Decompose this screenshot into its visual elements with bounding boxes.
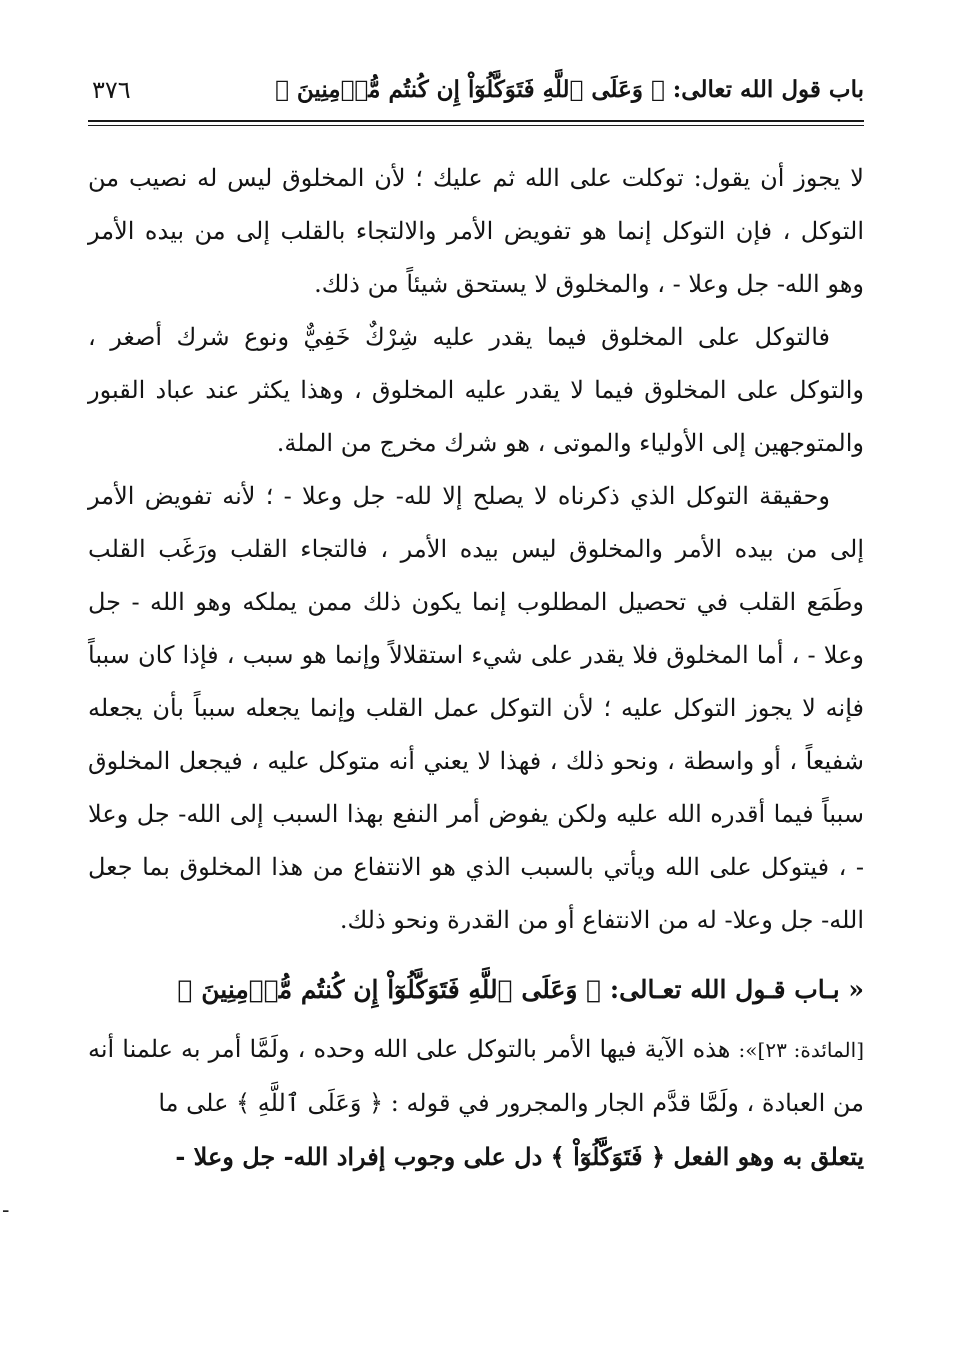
surah-citation: [المائدة: ٢٣]»: xyxy=(738,1038,865,1062)
chapter-paragraph xyxy=(88,1023,864,1130)
book-page xyxy=(88,70,864,1183)
chapter-text: هذه الآية فيها الأمر بالتوكل على الله وحده ، ولَمَّا أمر به علمنا أنه من العبادة ، ولَمَّا قدَّم الجار والمجرور في قوله : ﴿ وَعَلَى ٱللَّهِ ﴾ على ما xyxy=(88,1035,864,1117)
page-number: ٣٧٦ xyxy=(92,76,131,104)
paragraph-2: فالتوكل على المخلوق فيما يقدر عليه شِرْكٌ خَفِيٌّ ونوع شرك أصغر ، والتوكل على المخلوق فيما لا يقدر عليه المخلوق ، وهذا يكثر عند عباد القبور والمتوجهين إلى الأولياء والموتى ، هو شرك مخرج من الملة. xyxy=(88,323,864,457)
header-title: باب قول الله تعالى: ﴿ وَعَلَى ٱللَّهِ فَتَوَكَّلُوٓاْ إِن كُنتُم مُّؤۡمِنِينَ ﴾ xyxy=(275,76,864,103)
margin-mark: - xyxy=(2,1198,10,1223)
body-text xyxy=(88,152,864,1183)
header-rule-thin xyxy=(88,125,864,126)
chapter-heading: « بـاب قـول الله تعـالى: ﴿ وَعَلَى ٱللَّهِ فَتَوَكَّلُوٓاْ إِن كُنتُم مُّؤۡمِنِينَ ﴾ xyxy=(177,975,864,1004)
chapter-bold-line: يتعلق به وهو الفعل ﴿ فَتَوَكَّلُوٓاْ ﴾ دل على وجوب إفراد الله- جل وعلا - xyxy=(175,1142,864,1171)
paragraph-1: لا يجوز أن يقول: توكلت على الله ثم عليك ؛ لأن المخلوق ليس له نصيب من التوكل ، فإن التوكل إنما هو تفويض الأمر والالتجاء بالقلب إلى من بيده الأمر وهو الله- جل وعلا - ، والمخلوق لا يستحق شيئاً من ذلك. xyxy=(88,164,864,298)
running-header xyxy=(88,70,864,116)
paragraph-3: وحقيقة التوكل الذي ذكرناه لا يصلح إلا لله- جل وعلا - ؛ لأنه تفويض الأمر إلى من بيده الأمر والمخلوق ليس بيده الأمر ، فالتجاء القلب ورَغَب القلب وطَمَع القلب في تحصيل المطلوب إنما يكون ذلك ممن يملكه وهو الله - جل وعلا - ، أما المخلوق فلا يقدر على شيء استقلالاً وإنما هو سبب ، فإذا كان سبباً فإنه لا يجوز التوكل عليه ؛ لأن التوكل عمل القلب وإنما يجعله سبباً بأن يجعله شفيعاً ، أو واسطة ، ونحو ذلك ، فهذا لا يعني أنه متوكل عليه ، فيجعل المخلوق سبباً فيما أقدره الله عليه ولكن يفوض أمر النفع بهذا السبب إلى الله- جل وعلا - ، فيتوكل على الله ويأتي بالسبب الذي هو الانتفاع من هذا المخلوق بما جعل الله- جل وعلا- له من الانتفاع أو من القدرة ونحو ذلك. xyxy=(88,482,864,934)
header-rule xyxy=(88,120,864,122)
